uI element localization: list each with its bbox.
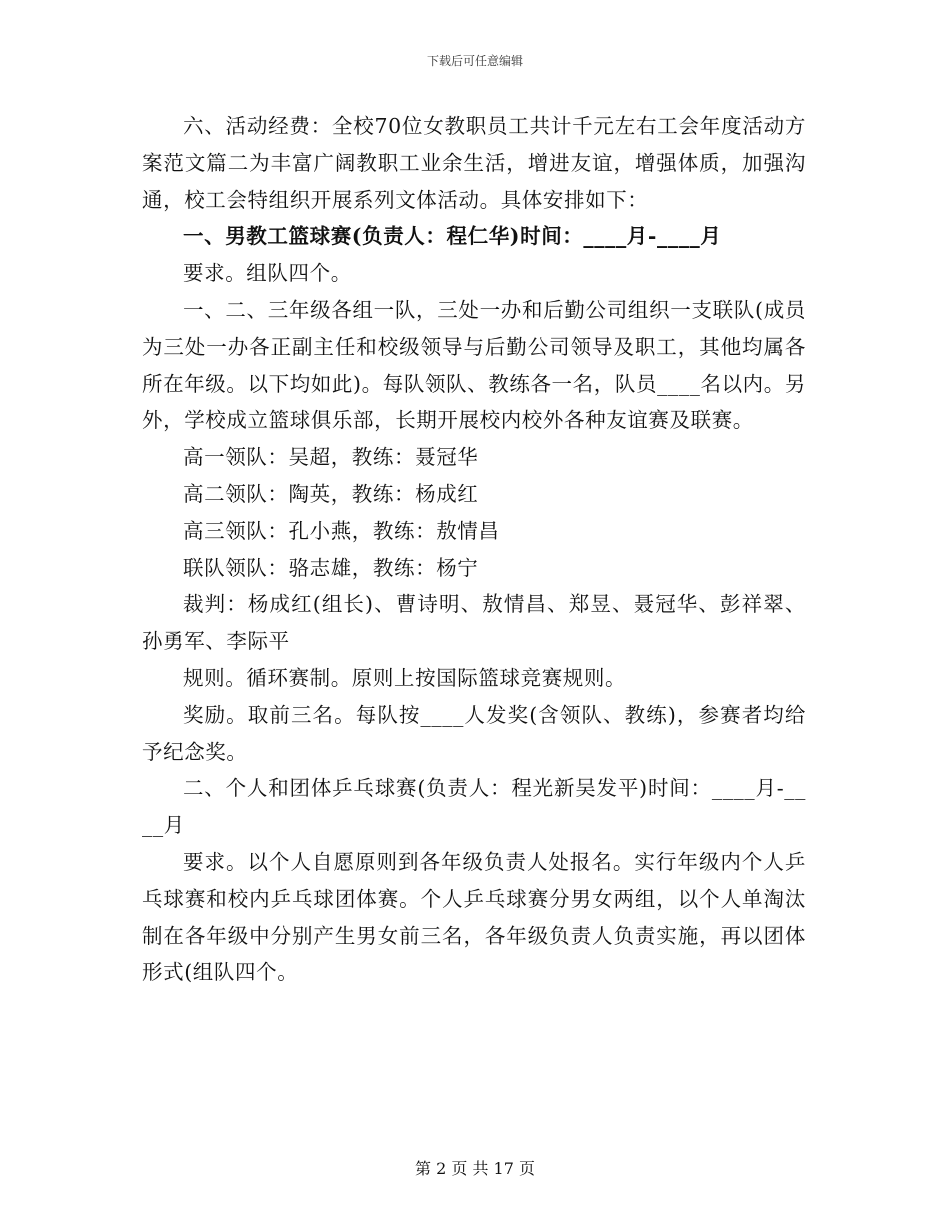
- paragraph-awards: 奖励。取前三名。每队按____人发奖(含领队、教练)，参赛者均给予纪念奖。: [142, 702, 806, 764]
- paragraph-team-formation: 一、二、三年级各组一队，三处一办和后勤公司组织一支联队(成员为三处一办各正副主任和校级领导与后勤公司领导及职工，其他均属各所在年级。以下均如此)。每队领队、教练各一名，队员____名以内。另外，学校成立篮球俱乐部，长期开展校内校外各种友谊赛及联赛。: [142, 297, 806, 433]
- paragraph-grade1-leader: 高一领队：吴超，教练：聂冠华: [183, 445, 479, 470]
- header-note: 下载后可任意编辑: [426, 54, 523, 68]
- document-body: [142, 108, 806, 991]
- paragraph-table-tennis-requirement: 要求。以个人自愿原则到各年级负责人处报名。实行年级内个人乒乓球赛和校内乒乓球团体赛。个人乒乓球赛分男女两组，以个人单淘汰制在各年级中分别产生男女前三名，各年级负责人负责实施，再以团体形式(组队四个。: [142, 849, 806, 985]
- page-number: 第 2 页 共 17 页: [415, 1159, 535, 1178]
- heading-table-tennis-match: 二、个人和团体乒乓球赛(负责人：程光新吴发平)时间：____月-____月: [142, 776, 806, 838]
- paragraph-grade2-leader: 高二领队：陶英，教练：杨成红: [183, 481, 479, 506]
- paragraph-referees: 裁判：杨成红(组长)、曹诗明、敖情昌、郑昱、聂冠华、彭祥翠、孙勇军、李际平: [142, 592, 806, 654]
- paragraph-grade3-leader: 高三领队：孔小燕，教练：敖情昌: [183, 518, 500, 543]
- paragraph-basketball-requirement: 要求。组队四个。: [183, 261, 352, 286]
- paragraph-rules: 规则。循环赛制。原则上按国际篮球竞赛规则。: [183, 665, 627, 690]
- paragraph-joint-team-leader: 联队领队：骆志雄，教练：杨宁: [183, 555, 479, 580]
- paragraph-activity-funding: 六、活动经费：全校70位女教职员工共计千元左右工会年度活动方案范文篇二为丰富广阔教职工业余生活，增进友谊，增强体质，加强沟通，校工会特组织开展系列文体活动。具体安排如下：: [142, 114, 806, 212]
- heading-basketball-match: 一、男教工篮球赛(负责人：程仁华)时间：____月-____月: [183, 224, 722, 249]
